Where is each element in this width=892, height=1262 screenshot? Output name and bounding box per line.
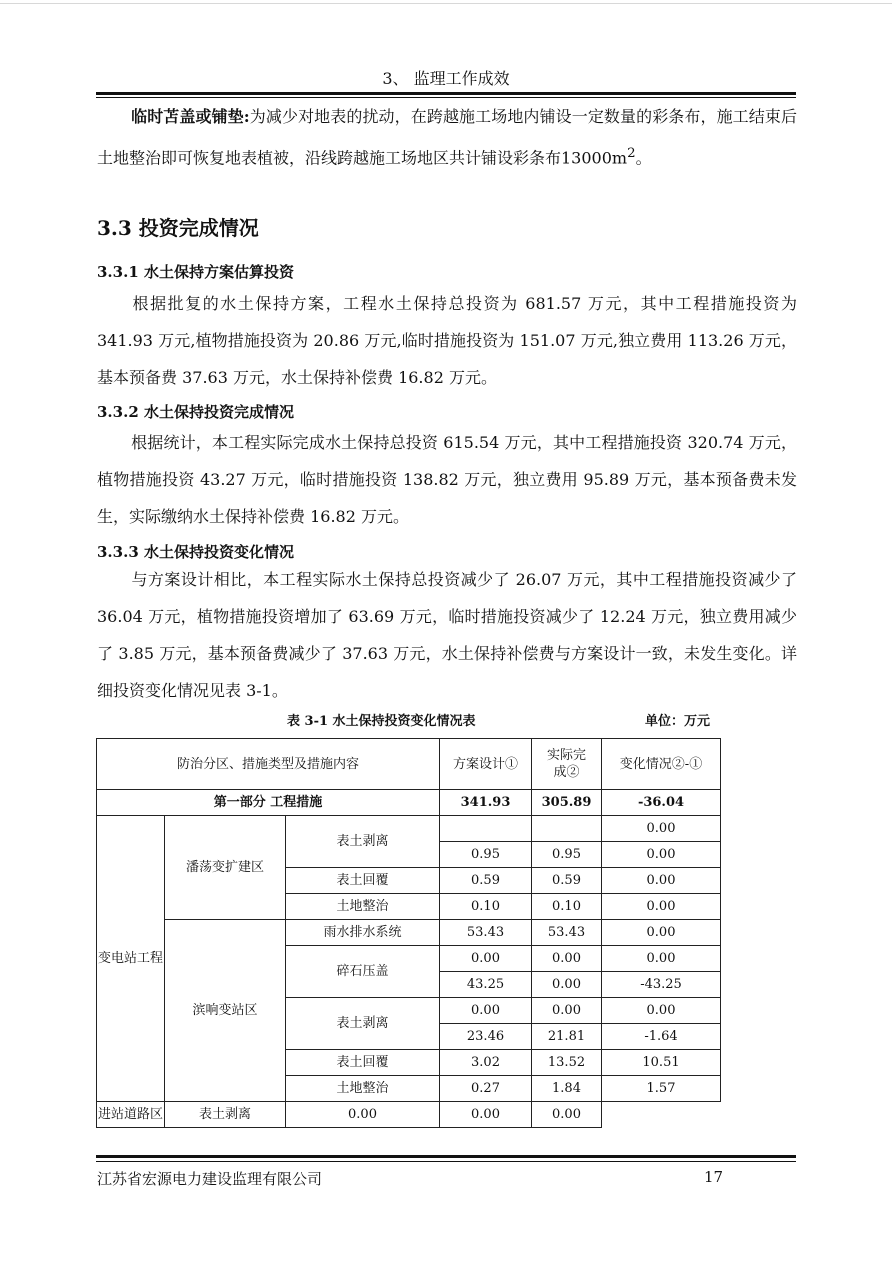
area-cell: 滨响变站区 [165,920,286,1102]
value-cell: 0.00 [602,998,721,1024]
subsection-paragraph-1 [97,285,797,396]
subsection-heading-3: 3.3.3 水土保持投资变化情况 [97,543,294,561]
header-cell: 实际完成② [532,739,602,790]
intro-end: 。 [635,148,652,168]
value-cell: 0.00 [532,946,602,972]
value-cell: 0.00 [532,972,602,998]
intro-text: 为减少对地表的扰动，在跨越施工场地内铺设一定数量的彩条布，施工结束后土地整治即可恢复地表植被，沿线跨越施工场地区共计铺设彩条布13000m [97,107,797,168]
item-cell: 表土剥离 [286,998,440,1050]
value-cell: 0.59 [440,868,532,894]
subsection-text-1: 根据批复的水土保持方案，工程水土保持总投资为 681.57 万元，其中工程措施投资为 341.93 万元,植物措施投资为 20.86 万元,临时措施投资为 151.07 万元,独立费用 113.26 万元，基本预备费 37.63 万元，水土保持补偿费 16.82 万元。 [97,294,797,387]
table-row [97,816,721,842]
value-cell: 0.00 [440,1102,532,1128]
value-cell: 23.46 [440,1024,532,1050]
value-cell: 1.84 [532,1076,602,1102]
subsection-heading-2: 3.3.2 水土保持投资完成情况 [97,403,294,421]
item-cell: 碎石压盖 [286,946,440,998]
subsection-paragraph-2 [97,424,797,535]
value-cell: 0.00 [602,920,721,946]
footer-rule-thin [96,1161,796,1162]
footer-rule-thick [96,1155,796,1158]
subsection-text-3: 与方案设计相比，本工程实际水土保持总投资减少了 26.07 万元，其中工程措施投资减少了 36.04 万元，植物措施投资增加了 63.69 万元，临时措施投资减少了 12.24 万元，独立费用减少了 3.85 万元，基本预备费减少了 37.63 万元，水土保持补偿费与方案设计一致，未发生变化。详细投资变化情况见表 3-1。 [97,570,797,700]
item-cell: 土地整治 [286,1076,440,1102]
subsection-paragraph-3 [97,561,797,709]
section-heading: 3.3 投资完成情况 [97,216,259,240]
page-number: 17 [704,1168,724,1186]
value-cell: -43.25 [602,972,721,998]
value-cell [440,816,532,842]
intro-paragraph [97,98,797,176]
header-rule-thick [96,92,796,95]
value-cell: 0.00 [602,868,721,894]
value-cell: 0.27 [440,1076,532,1102]
value-cell: 0.10 [440,894,532,920]
value-cell: 0.00 [286,1102,440,1128]
value-cell: -1.64 [602,1024,721,1050]
value-cell: 0.95 [532,842,602,868]
value-cell: 53.43 [532,920,602,946]
value-cell [532,816,602,842]
header-cell: 防治分区、措施类型及措施内容 [97,739,440,790]
value-cell: 0.00 [532,998,602,1024]
value-cell: -36.04 [602,790,721,816]
value-cell: 341.93 [440,790,532,816]
value-cell: 0.59 [532,868,602,894]
part-label-cell: 第一部分 工程措施 [97,790,440,816]
value-cell: 0.00 [532,1102,602,1128]
item-cell: 表土回覆 [286,1050,440,1076]
subsection-text-2: 根据统计，本工程实际完成水土保持总投资 615.54 万元，其中工程措施投资 320.74 万元，植物措施投资 43.27 万元，临时措施投资 138.82 万元，独立费用 95.89 万元，基本预备费未发生，实际缴纳水土保持补偿费 16.82 万元。 [97,433,797,526]
table-unit: 单位：万元 [645,714,711,729]
value-cell: 3.02 [440,1050,532,1076]
header-cell: 变化情况②-① [602,739,721,790]
value-cell: 0.95 [440,842,532,868]
table-row [97,1102,721,1128]
header-cell: 方案设计① [440,739,532,790]
value-cell: 1.57 [602,1076,721,1102]
table-caption: 表 3-1 水土保持投资变化情况表 [287,714,476,729]
value-cell: 13.52 [532,1050,602,1076]
item-cell: 表土剥离 [286,816,440,868]
value-cell: 0.00 [602,816,721,842]
value-cell: 0.00 [602,894,721,920]
value-cell: 43.25 [440,972,532,998]
table-header-row [97,739,721,790]
subsection-heading-1: 3.3.1 水土保持方案估算投资 [97,263,294,281]
group-cell: 变电站工程 [97,816,165,1102]
value-cell: 0.10 [532,894,602,920]
item-cell: 表土回覆 [286,868,440,894]
intro-sup: 2 [627,146,636,161]
table-row [97,920,721,946]
page-top-edge [0,3,892,4]
table-row [97,790,721,816]
value-cell: 0.00 [602,842,721,868]
item-cell: 土地整治 [286,894,440,920]
area-cell: 进站道路区 [97,1102,165,1128]
item-cell: 雨水排水系统 [286,920,440,946]
footer-company: 江苏省宏源电力建设监理有限公司 [97,1170,323,1188]
intro-lead: 临时苫盖或铺垫: [131,107,250,126]
value-cell: 0.00 [440,946,532,972]
investment-table [96,738,721,1128]
area-cell: 潘荡变扩建区 [165,816,286,920]
value-cell: 0.00 [602,946,721,972]
value-cell: 0.00 [440,998,532,1024]
value-cell: 10.51 [602,1050,721,1076]
value-cell: 53.43 [440,920,532,946]
running-header: 3、 监理工作成效 [382,69,510,88]
value-cell: 21.81 [532,1024,602,1050]
value-cell: 305.89 [532,790,602,816]
item-cell: 表土剥离 [165,1102,286,1128]
